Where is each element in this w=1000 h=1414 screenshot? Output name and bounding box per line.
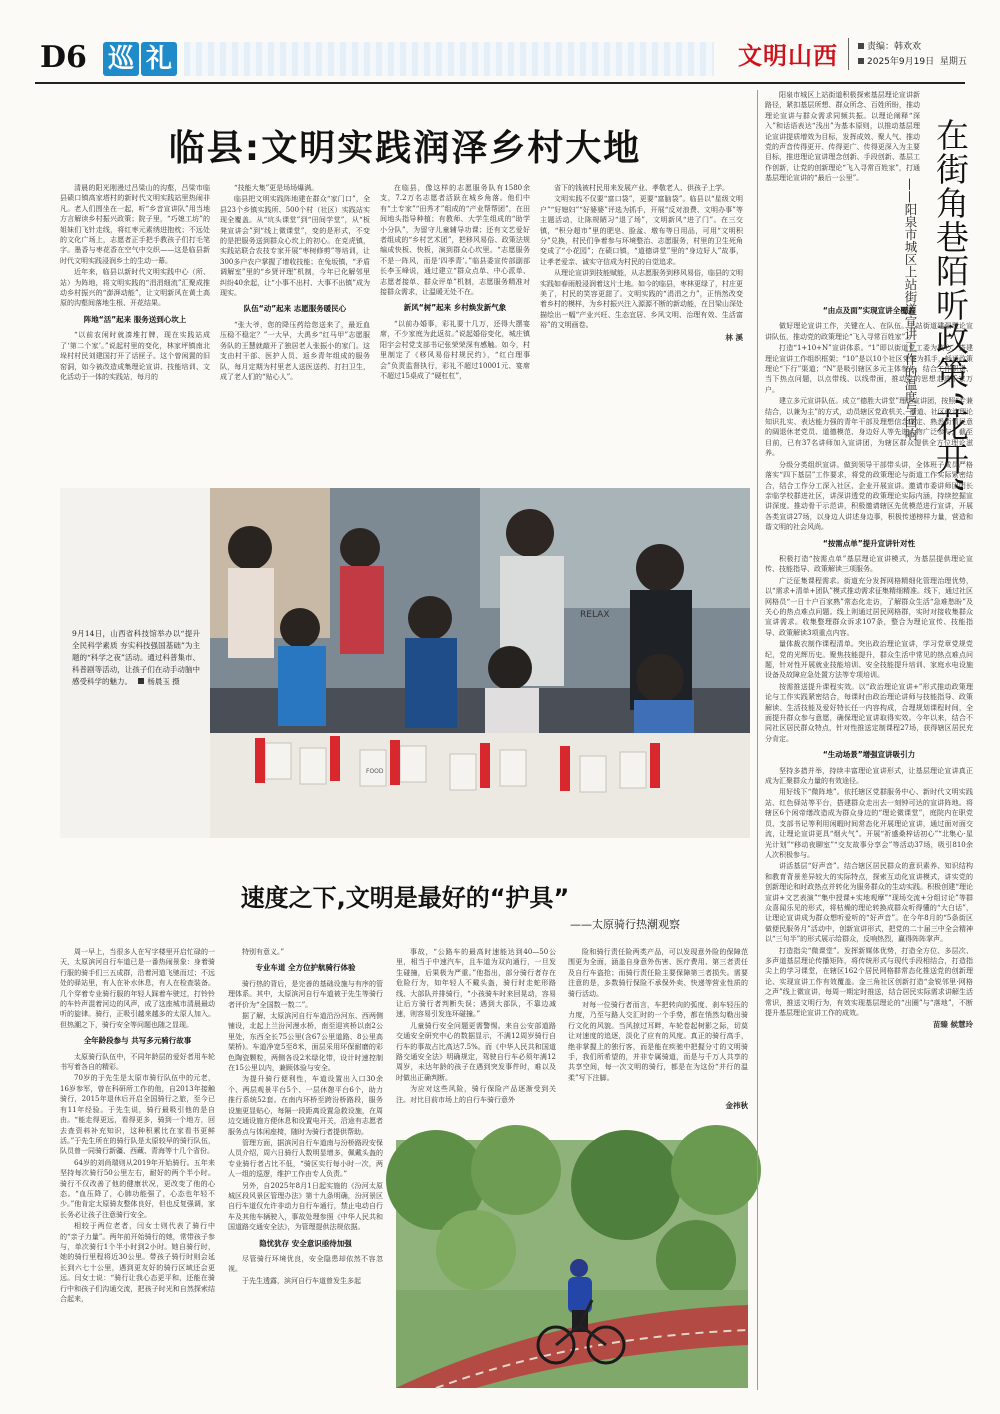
photo-science-night (60, 488, 750, 838)
byline: 林 溪 (725, 332, 743, 342)
brand-logo: 文明山西 (738, 41, 838, 70)
subheading: 专业车道 全方位护航骑行体验 (255, 963, 356, 973)
paragraph: 积极打造“按需点单”基层理论宣讲模式，为基层提供理论宣传、技能指导、政策解读三项服务。 (765, 554, 973, 574)
bag-text: RELAX (580, 610, 610, 620)
paragraph: 于先生透露，滨河自行车道曾发生多起 (242, 1276, 361, 1285)
column-badge-char-2: 礼 (145, 44, 172, 74)
paragraph: “以前农闲时就凑堆打牌，现在实践站成了‘第二个家’。”说起村里的变化，林家坪镇南北垛村村民刘建国打开了话匣子。这个曾闲置的旧窑洞，如今被改造成集理论宣讲、技能培训、文化活动于一体的实践站，每月的 (60, 331, 210, 381)
article1-col1 (60, 183, 210, 456)
article3-intro (765, 90, 920, 290)
square-icon (858, 58, 864, 64)
paragraph: 用好线下“微阵地”。依托辖区党群服务中心、新时代文明实践站、红色驿站等平台，搭建群众走出去一刻钟可达的宣讲阵地。将辖区6个闲帝缮改造成为群众身边的“理论微课堂”，庭院内在职党员、支部书记等利用闲暇时间常态化开展理论宣讲，通过面对面交流，让理论宣讲更具“烟火气”。开展“祈盛桑梓话初心”“北集心·星光计划”“移动夜聊室”“交友故事分享会”等活动37场，吸引810余人次积极参与。 (765, 788, 973, 859)
article2-subtitle: ——太原骑行热潮观察 (570, 918, 680, 931)
photo-cyclist (396, 1140, 748, 1388)
article2-col2 (228, 947, 383, 1387)
paragraph: 险和骑行责任险两类产品，可以发现意外险的保障范围更为全面，涵盖自身意外伤害、医疗费用、第三者责任及自行车盗抢；而骑行责任险主要保障第三者损失。需要注意的是，多数骑行保险不承保外卖、快递等营业性质的骑行活动。 (568, 948, 748, 998)
caption-text: 9月14日，山西省科技馆举办以“提升全民科学素质 夯实科技强国基础”为主题的“科学之夜”活动。通过科普集市、科普剧等活动，让孩子们在动手动脑中感受科学的魅力。 (72, 629, 200, 686)
paragraph: “技能大集”更是场场爆满。 (234, 184, 319, 192)
photo-credit: 杨晨玉 摄 (147, 677, 180, 686)
column-badge-char-1: 巡 (107, 44, 134, 74)
article2-title: 速度之下,文明是最好的“护具” (240, 884, 570, 912)
paragraph: 骑行热的背后，是完善的基础设施与有序的管理体系。其中，太原滨河自行车道被于先生等骑行者评价为“全国数一数二”。 (228, 979, 383, 1009)
subheading: 新风“树”起来 乡村焕发新气象 (403, 303, 507, 313)
right-column-rule (757, 90, 758, 1390)
paragraph: 周一早上，当很多人在写字楼里开启忙碌的一天，太原滨河自行车道已是一番热闹景象：身着骑行服的骑手们三五成群，沿着河道飞驰而过；不远处的驿站里，有人在补水休息，有人在检查装备。几个穿着专业骑行服的年轻人踩着车驶过，打铃铃的车铃声混着河边的风声，成了这座城市清晨最动听的旋律。骑行，正吸引越来越多的太原人加入。但热潮之下，骑行安全等问题也随之显现。 (60, 948, 215, 1029)
paragraph: 太原骑行队伍中，不同年龄层的爱好者用车轮书写着各自的精彩。 (60, 1052, 215, 1072)
article1-col2 (220, 183, 370, 456)
editor-info (858, 39, 921, 52)
article3-body (765, 300, 973, 1390)
issue-date: 2025年9月19日 (867, 57, 935, 67)
paragraph: 讲活基层“好声音”。结合辖区居民群众的意识素养、知识结构和教育背景差异较大的实际特点，探索互动化宣讲模式，讲实党的创新理论和时政热点并转化为服务群众的生动实践。积极创建“理论宣讲+文艺表演”“集中授课+实地观摩”“现场交流+分组讨论”等群众喜闻乐见的形式，将枯燥的理论转换成群众听得懂的“大白话”，让理论宣讲成为群众想听爱听的“好声音”。在今年8月的“5条街区做便民服务月”活动中，创新宣讲形式，把党的二十届三中全会精神以“三句半”的形式展示给群众，反响热烈，赢得阵阵掌声。 (765, 862, 973, 944)
paragraph: 做好理论宣讲工作，关键在人、在队伍。上站街道建强理论宣讲队伍，推动党的政策理论“飞入寻常百姓家”。 (765, 322, 973, 341)
paragraph: 省下的钱被村民用来发展产业、孝敬老人、供孩子上学。 (554, 184, 729, 192)
header-strip (184, 42, 714, 76)
page-header (0, 0, 1000, 80)
paragraph: 事故，“公路车的最高时速能达到40—50公里，相当于中速汽车，且车道为双向通行，一旦发生碰撞，后果极为严重。”他指出，部分骑行者存在危险行为，如年轻人不戴头盔，骑行时走蛇形路线、大部队并排骑行，“小孩骑车时来回晃动，容易让后方骑行者判断失误；遇到大部队，不靠边减速，则容易引发连环碰撞。” (396, 948, 556, 1019)
subheading: 隐忧犹存 安全意识亟待加强 (259, 1238, 352, 1248)
paragraph: 坚持多措并举，持续丰富理论宣讲形式，让基层理论宣讲真正成为汇聚群众力量的有效途径。 (765, 766, 973, 786)
subheading: “生动场景”增强宣讲吸引力 (822, 750, 916, 760)
paragraph: 从理论宣讲到技能赋能，从志愿服务到移风易俗，临县的文明实践如春雨般浸润着这片土地。如今的临县，枣林更绿了，村庄更美了，村民的笑容更甜了。文明实践的“涓涓之力”，正悄然改变着乡村的模样，为乡村振兴注入源源不断的新动能，在吕梁山深处描绘出一幅“产业兴旺、生态宜居、乡风文明、治理有效、生活富裕”的文明画卷。 (540, 269, 743, 330)
paragraph: 分级分类组织宣讲。做到领导干部带头讲，全体班子成员严格落实“四下基层”工作要求，将党的政策理论与街道工作实际紧密结合，结合工作分工深入社区、企业开展宣讲。邀请市委讲师团团长亲临学校群进社区，讲深讲透党的政策理论实际内涵，持续挖掘宣讲深度。推动骨干示范讲，积极邀请辖区先优模范进行宣讲，开展各类宣讲27场，以身边人讲述身边事，积极传递榜样力量，营造和谐文明的社会风尚。 (765, 460, 973, 532)
subheading: 队伍“动”起来 志愿服务暖民心 (243, 304, 347, 314)
paragraph: 为应对这些风险，骑行保险产品逐渐受到关注。对比目前市场上的自行车骑行意外 (396, 1085, 556, 1104)
article2-byline: 金祎秋 (725, 1101, 748, 1110)
header-rule (35, 82, 965, 84)
paragraph: 建立多元宣讲队伍。成立“德胜大讲堂”理论宣讲团，按照“专兼结合，以兼为主”的方式，动员辖区党政机关、街道、社区政治理论知识扎实、表达能力强的青年干部及理想信念坚定、熟悉街情民意的阔退休老党员、道德模范、身边好人等先进人物广泛参与，截至目前，已有37名讲师加入宣讲团，为辖区群众提供全方位理论滋养。 (765, 397, 973, 458)
paragraph: 近年来，临县以新时代文明实践中心（所、站）为阵地，将文明实践的“涓涓细流”汇聚成推动乡村振兴的“澎湃动能”，让文明新风在黄土高原的沟壑间落地生根、开花结果。 (60, 268, 210, 308)
paragraph: 尽管骑行环境优良，安全隐患却依然不容忽视。 (228, 1254, 383, 1274)
paragraph: 相较于两位老者，闫女士则代表了骑行中的“亲子力量”。两年前开始骑行的她，常带孩子参与，单次骑行1个半小时到2小时。她自骑行时，她的骑行里程将近30公里。带孩子骑行时则会延长到六七十公里，遇到更友好的骑行区域还会更远。闫女士说：“骑行让我心态更平和，还能在骑行中和孩子们沟通交流，把孩子时光和自然探索结合起来， (60, 1222, 215, 1303)
paragraph: 清晨的阳光刚漫过吕梁山的沟壑，吕梁市临县碛口镇高家塔村的新时代文明实践站里热闹非凡。老人们围坐在一起，听“乡音宣讲队”用当地方言解读乡村振兴政策；院子里，“巧媳工坊”的姐妹们飞针走线，将红枣元素绣进抱枕；不远处的文化广场上，志愿者正手把手教孩子们打毛笔字。墨香与枣花香在空气中交织——这是临县新时代文明实践浸润乡土的生动一幕。 (60, 184, 210, 265)
paragraph: “以前办婚事，彩礼要十几万，还得大摆宴席，不少家庭为此返贫。”说起婚俗变化，城庄镇阳宇会村党支部书记张荣荣深有感触。如今，村里制定了《移风易俗村规民约》，“红白理事会”负责监督执行，彩礼不超过10001元、宴席不超过15桌成了“硬杠杠”， (380, 319, 530, 380)
article2-col3 (396, 947, 556, 1104)
paragraph: 儿童骑行安全问题更需警惕。来自公安部道路交通安全研究中心的数据显示，不满12周岁骑行自行车的事故占比高达7.5%。而《中华人民共和国道路交通安全法》明确规定，驾驶自行车必须年满12周岁，未达年龄的孩子在遇到突发事件时，难以及时做出正确判断。 (396, 1021, 556, 1082)
article3-title: 在街角巷陌听政策“花开” (931, 118, 970, 494)
paragraph: 量体裁衣制作课程清单。突出政治理论宣讲，学习党章党规党纪，党的光辉历史。聚焦技能提升，群众生活中常见的热点难点问题，针对性开展就业技能培训、安全技能提升培训、家庭水电设施设备及故障应急处置方法等专项培训。 (765, 640, 973, 680)
paragraph: 对每一位骑行者而言，车把转向的弧度、刹车轻压的力度，乃至与路人交汇时的一个手势，都在悄然勾勒出骑行文化的风貌。当风掠过耳畔，车轮卷起树影之际，切莫让对速度的追逐，淡化了应有的风度。真正的骑行高手，绝非掌握上的独行客，而是能在疾驰中把握分寸的文明骑手，我们所希望的，并非专属骑道，而是与千万人共享的共享空间，每一次文明的骑行，都是在为这份“并行的温柔”写下注脚。 (568, 1001, 748, 1082)
issue-weekday: 星期五 (939, 57, 967, 67)
subheading: “由点及面”实现宣讲全覆盖 (822, 306, 916, 315)
editor-name: 责编：韩欢欢 (867, 42, 922, 52)
photo2-illustration (396, 1140, 748, 1388)
subheading: 全年龄段参与 共写多元骑行故事 (83, 1036, 192, 1046)
article1-col4 (540, 183, 743, 456)
photo1-caption (72, 628, 200, 688)
article2-col1 (60, 947, 215, 1387)
square-icon (858, 43, 864, 49)
paragraph: 据了解，太原滨河自行车道沿汾河东、西两侧铺设，北起上兰汾河漫水桥，南至迎宾桥以南2公里处，东西全长75公里(含67公里道路、8公里高架桥)。车道净宽5至8米，面层采用环保耐磨的彩色陶瓷颗粒，两侧各设2米绿化带，设计时速控制在15公里以内，兼顾体验与安全。 (228, 1012, 383, 1073)
subheading: “按需点单”提升宣讲针对性 (822, 538, 916, 548)
paragraph: 打造指尖“微课堂”。发挥新媒体优势，打造全方位、多层次、多声道基层理论传播矩阵，将传统形式与现代手段相结合，打造指尖上的学习课堂，在辖区162个居民网格群常态化推送党的创新理论、实现宣讲工作有效覆盖。金三角社区创新打造“金锐邻里·网格之声”线上微宣讲，每周一期定时推送，结合居民实际需求讲解生活常识，推送文明行为，有效实现基层理论的“出圈”与“落地”，不断提升基层理论宣讲工作的成效。 (765, 946, 973, 1017)
cup-text: FOOD (366, 768, 384, 775)
article2-col4 (568, 947, 748, 1087)
article1-title: 临县:文明实践润泽乡村大地 (168, 128, 642, 169)
paragraph: 文明实践不仅要“富口袋”，更要“富脑袋”。临县以“星级文明户”“好媳妇”“好婆婆”评选为抓手，开展“反对浪费、文明办事”等主题活动，让陈规陋习“退了场”，文明新风“进了门”。在三交镇，“积分超市”里的肥皂、脸盆、墩布等日用品，可用“文明积分”兑换，村民们争着参与环境整治、志愿服务，村里的卫生死角变成了“小花园”；在碛口镇，“道德讲堂”里的“身边好人”故事，让孝老爱亲、诚实守信成为村民的自觉追求。 (540, 195, 743, 266)
page-number: D6 (40, 40, 87, 75)
paragraph: 临县把文明实践阵地建在群众“家门口”，全县23个乡镇实践所、500个村（社区）实践站实现全覆盖。从“坑头课堂”到“田间学堂”，从“板凳宣讲会”到“线上微课堂”，变的是形式，不变的是把服务送到群众心坎上的初心。在克虎镇，实践站联合农技专家开展“枣树修剪”等培训，让300多户农户掌握了增收技能；在兔坂镇，“矛盾调解室”里的“乡贤评理”机制，今年已化解邻里纠纷40余起，让“小事不出村、大事不出镇”成为现实。 (220, 195, 370, 298)
paragraph: “张大爷，您的降压药给您送来了，最近血压稳不稳定？”一大早，大禹乡“红马甲”志愿服务队的王慧就敲开了独居老人张振小的家门。这支由村干部、医护人员、返乡青年组成的服务队，每月定期为村里老人送医送药、打扫卫生，成了老人们的“贴心人”。 (220, 320, 370, 381)
byline: 苗臻 候慧玲 (932, 1020, 973, 1030)
article1-col3 (380, 183, 530, 456)
subheading: 阵地“活”起来 服务送到心坎上 (83, 314, 187, 324)
paragraph: 管理方面，据滨河自行车道南与汾桥路段安保人员介绍，周六日骑行人数明显增多，佩戴头盔的专业骑行者占比不低，“骑区实行每小时一次，两人一组的巡逻，维护工作由专人负责。” (228, 1138, 383, 1179)
paragraph: 另外，自2025年8月1日起实施的《汾河太原城区段风景区管理办法》第十九条明确，汾河景区自行车道仅允许非动力自行车通行，禁止电动自行车及其他车辆驶入，事故处理参照《中华人民共和国道路交通安全法》，为管理提供法规依据。 (228, 1181, 383, 1232)
paragraph: 70岁的于先生是太原市骑行队伍中的元老，16岁参军，曾在科研所工作的他，自2013年接触骑行，2015年退休后开启全国骑行之旅，至今已有11年经验。于先生说，骑行最吸引他的是自由。“能走得更远，看得更多，骑到一个地方，回去查资料补充知识，这种积累比在家看书更鲜活。”于先生所在的骑行队是太原较早的骑行队伍，队员曾一同骑行新疆、西藏、青海等十几个省份。 (60, 1074, 215, 1156)
paragraph: 打造“1+10+N”宣讲体系。“1”即以街道党工委为核心，搭建理论宣讲工作组织框架；“10”是以10个社区党委为抓手，畅通政策理论“下行”渠道；“N”是吸引辖区多元主体参与，结合工作职责、当下热点问题，以点带线、以线带面，推动党的思想走进千家万户。 (765, 344, 973, 394)
paragraph: 64岁的刘尚瑞则从2019年开始骑行。五年来坚持每次骑行50公里左右，耐好的两个半小时。骑行不仅改善了他的健康状况，更改变了他的心态。“血压降了，心肺功能强了，心态也年轻不少。”他肯定太原骑友整体良好，但也反复强调，家长务必让孩子注意骑行安全。 (60, 1158, 215, 1219)
paragraph: 在临县，像这样的志愿服务队有1580余支，7.2万名志愿者活跃在城乡角落。他们中有“土专家”“田秀才”组成的“产业帮帮团”，在田间地头指导种植；有教师、大学生组成的“助学小分队”，为留守儿童辅导功课；还有文艺爱好者组成的“乡村艺术团”，把移风易俗、政策法规编成快板、快板，演到群众心坎里。“志愿服务不是一阵风，而是‘四季青’。”临县委宣传部副部长李玉峰说，通过建立“群众点单、中心派单、志愿者接单、群众评单”机制，志愿服务精准对接群众需求，让温暖无处不在。 (380, 184, 530, 297)
header-divider (848, 38, 849, 70)
paragraph: 按需推送提升课程实效。以“政治理论宣讲+”形式推动政策理论与工作实践紧密结合，每课时由政治理论讲师与技能指导、政策解读、生活技能及爱好特长任一内容构成，合理规划课程时间，全面提升群众参与意愿，确保理论宣讲取得实效。今年以来，结合不同社区居民群众特点，针对性推送定制课程27场，获得辖区居民充分肯定。 (765, 682, 973, 743)
paragraph: 为提升骑行便利性，车道设置出入口30余个、两层观景平台5个、一层休憩平台6个，助力推行系统52套。在南内环桥至跨汾桥路段，服务设施更显贴心，每隔一段距离设置急救设施，在周边交通设施方便休息和设置电开关，沿途有志愿者服务点与体闲座椅，随时为骑行者提供帮助。 (228, 1075, 383, 1136)
paragraph: 特别有意义。” (242, 948, 285, 956)
paragraph: 广泛征集课程需求。街道充分发挥网格精细化管理治理优势，以“需求+清单+团队”模式推动需求征集精细精准。线下，通过社区网格员“一日十户百家熟”常态化走访，了解群众生活“急难愁盼”及关心的热点难点问题。线上则通过居民网格群，实时对接收集群众宣讲需求。收集整理群众诉求107条，整合为理论宣传、技能指导、政策解读3项重点内容。 (765, 576, 973, 637)
article3-subtitle: ——阳泉市城区上站街道宣讲工作的温度与回响 (903, 178, 918, 441)
paragraph: 阳泉市城区上站街道积极探索基层理论宣讲新路径，紧扣基层所想、群众所念、百姓所盼，推动理论宣讲与群众需求同频共振。以理论阐释“深入”和话语表达“浅出”为基本原则，以推动基层理论宣讲提质增效为目标，发挥成效、聚人气、推动党的声音传得更开、传得更广、传得更深入为主要目标，推进理论宣讲理念创新、手段创新、基层工作创新，让党的创新理论“飞入寻常百姓家”，打通基层理论宣讲的“最后一公里”。 (765, 91, 920, 183)
date-info (858, 54, 967, 67)
camera-icon (138, 678, 144, 684)
